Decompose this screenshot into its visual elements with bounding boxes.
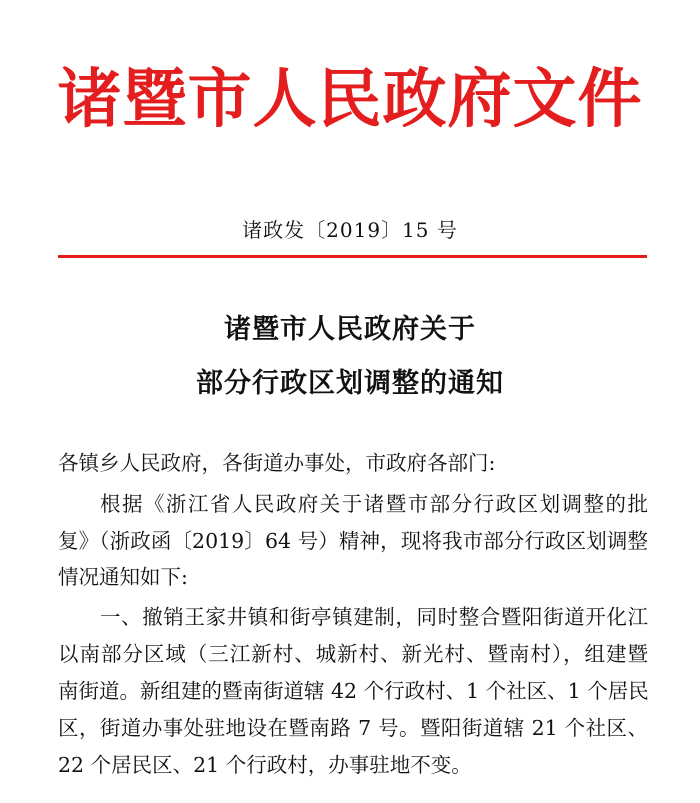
paragraph-2-line-5: 22 个居民区、21 个行政村，办事驻地不变。	[58, 753, 472, 777]
notice-title-line-2: 部分行政区划调整的通知	[196, 368, 504, 399]
paragraph-2-line-4: 区，街道办事处驻地设在暨南路 7 号。暨阳街道辖 21 个社区、	[58, 716, 648, 740]
document-number: 诸政发〔2019〕15 号	[242, 218, 458, 242]
notice-title-line-1: 诸暨市人民政府关于	[224, 314, 476, 345]
paragraph-1-line-1: 根据《浙江省人民政府关于诸暨市部分行政区划调整的批	[100, 492, 648, 516]
paragraph-2-line-1: 一、撤销王家井镇和街亭镇建制，同时整合暨阳街道开化江	[100, 605, 648, 629]
paragraph-1-line-2: 复》（浙政函〔2019〕64 号）精神，现将我市部分行政区划调整	[58, 529, 648, 553]
salutation: 各镇乡人民政府，各街道办事处，市政府各部门:	[58, 451, 496, 475]
paragraph-1-line-3: 情况通知如下:	[58, 565, 188, 589]
paragraph-2-line-2: 以南部分区域（三江新村、城新村、新光村、暨南村），组建暨	[58, 642, 648, 666]
red-divider-rule	[58, 255, 647, 258]
document-masthead: 诸暨市人民政府文件	[57, 62, 643, 137]
paragraph-2-line-3: 南街道。新组建的暨南街道辖 42 个行政村、1 个社区、1 个居民	[58, 679, 649, 703]
